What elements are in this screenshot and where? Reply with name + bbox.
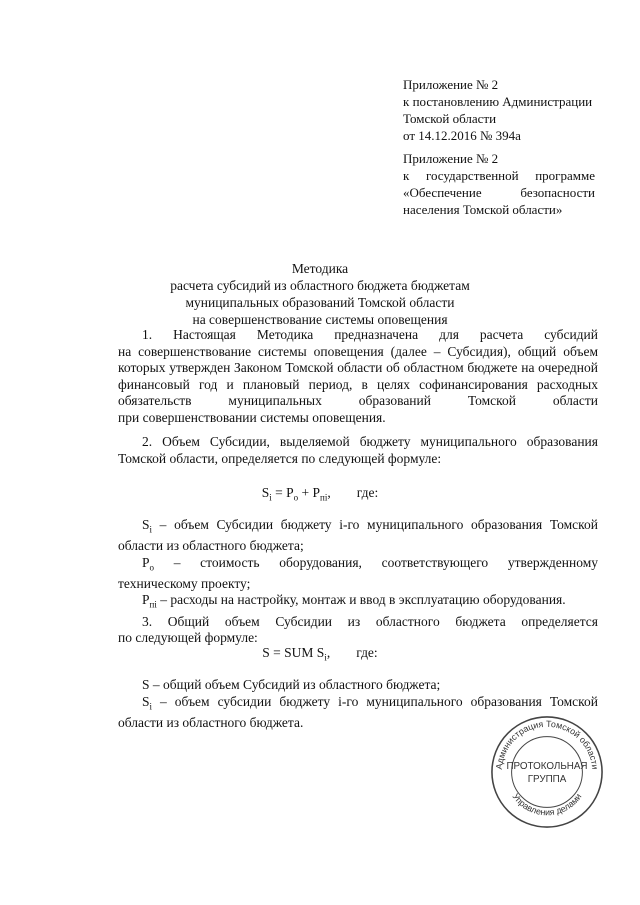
- formula-symbol: S: [261, 485, 270, 500]
- def-text: – объем субсидии бюджету i-го муниципального образования Томской: [152, 693, 598, 709]
- text-line: при совершенствовании системы оповещения.: [118, 409, 386, 425]
- text-line: S – общий объем Субсидий из областного бюджета;: [142, 677, 441, 692]
- text-line: которых утвержден Законом Томской области об областном бюджете на очередной: [118, 360, 598, 375]
- text-line: области из областного бюджета.: [118, 714, 304, 730]
- formula-part: ,: [327, 485, 331, 500]
- def-text: – стоимость оборудования, соответствующего утвержденному: [154, 554, 598, 570]
- text-line: 1. Настоящая Методика предназначена для расчета субсидий: [142, 327, 598, 342]
- stamp-ring-bottom: Управления делами: [510, 791, 584, 818]
- text-line: области из областного бюджета;: [118, 538, 304, 554]
- paragraph-2: [118, 434, 598, 467]
- annex-program-name-cont: населения Томской области»: [403, 202, 563, 217]
- formula-subscript: i: [269, 492, 272, 503]
- definition-line: [118, 694, 598, 715]
- protocol-group-stamp: [488, 713, 606, 831]
- def-symbol: S: [142, 517, 150, 532]
- formula-subscript: o: [293, 492, 299, 503]
- text-line: 3. Общий объем Субсидии из областного бюджета определяется: [142, 613, 598, 629]
- annex-ref: к постановлению Администрации: [403, 94, 593, 109]
- def-subscript: i: [149, 524, 153, 535]
- title-line: муниципальных образований Томской области: [185, 295, 455, 310]
- def-subscript: o: [149, 562, 155, 573]
- formula-part: ,: [326, 645, 331, 660]
- def-text: – объем Субсидии бюджету i-го муниципального образования Томской: [152, 517, 598, 532]
- title-line: Методика: [291, 261, 349, 276]
- title-line: на совершенствование системы оповещения: [192, 312, 448, 327]
- formula-subsidy: [0, 485, 640, 503]
- def-symbol: P: [142, 592, 150, 608]
- text-line: на совершенствование системы оповещения (далее – Субсидия), общий объем: [118, 343, 598, 359]
- def-subscript: пi: [149, 600, 157, 611]
- stamp-center-line2: ГРУППА: [527, 773, 567, 785]
- text-line: 2. Объем Субсидии, выделяемой бюджету муниципального образования: [142, 434, 598, 449]
- formula-part: S = SUM S: [262, 645, 325, 660]
- annex-program-name: «Обеспечение безопасности: [403, 185, 595, 200]
- formula-part: + P: [298, 485, 321, 500]
- formula-total: [0, 645, 640, 663]
- annex-date: от 14.12.2016 № 394а: [403, 128, 521, 143]
- formula-where: где:: [356, 485, 379, 500]
- formula-where: где:: [356, 645, 378, 660]
- text-line: финансовый год и плановый период, в целях софинансирования расходных: [118, 376, 598, 392]
- def-symbol: P: [142, 554, 150, 570]
- annex-authority: Томской области: [403, 111, 497, 126]
- formula-part: = P: [271, 485, 294, 500]
- paragraph-1: [118, 327, 598, 426]
- title-line: расчета субсидий из областного бюджета бюджетам: [170, 278, 470, 293]
- text-line: обязательств муниципальных образований Томской области: [118, 393, 598, 408]
- definition-line: [118, 517, 598, 538]
- formula-subscript: пi: [320, 492, 328, 503]
- stamp-ring-top: Администрация Томской области: [493, 718, 601, 770]
- text-line: по следующей формуле:: [118, 630, 258, 646]
- annex-ref: к государственной программе: [403, 168, 595, 183]
- stamp-center-line1: ПРОТОКОЛЬНАЯ: [506, 761, 588, 773]
- annex-number: Приложение № 2: [403, 77, 499, 92]
- document-title: [120, 260, 520, 328]
- definition-line: [118, 592, 598, 613]
- definitions-1: [118, 517, 598, 647]
- text-line: Томской области, определяется по следующей формуле:: [118, 450, 442, 466]
- definition-line: [118, 555, 598, 576]
- annex-number: Приложение № 2: [403, 151, 499, 166]
- def-subscript: i: [149, 701, 153, 712]
- def-text: – расходы на настройку, монтаж и ввод в эксплуатацию оборудования.: [156, 592, 566, 608]
- annex-program: [403, 150, 595, 218]
- formula-subscript: i: [324, 652, 327, 663]
- annex-resolution: [403, 76, 595, 144]
- def-symbol: S: [142, 693, 150, 709]
- text-line: техническому проекту;: [118, 575, 251, 591]
